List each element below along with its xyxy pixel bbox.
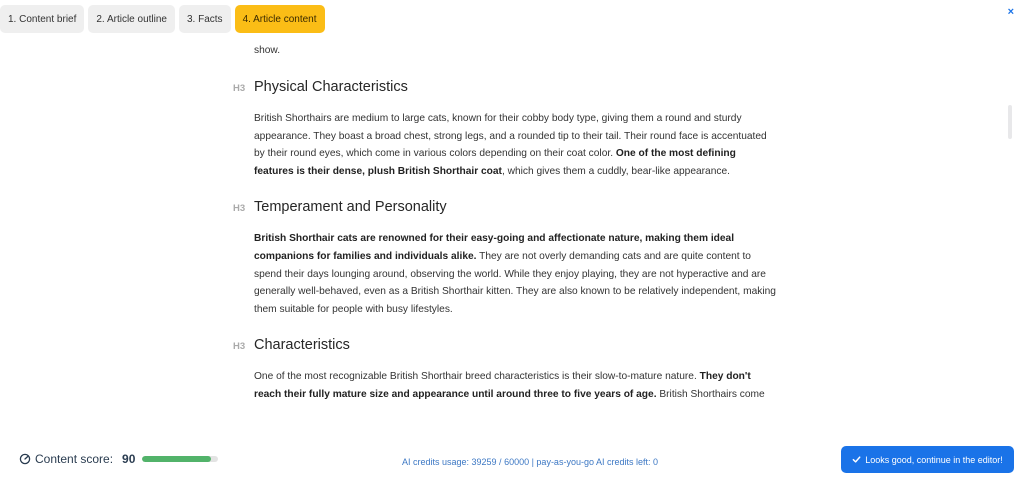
section-title[interactable]: Temperament and Personality <box>254 199 447 216</box>
tab-content-brief[interactable]: 1. Content brief <box>0 5 84 33</box>
scrollbar-thumb[interactable] <box>1008 105 1012 139</box>
section-title[interactable]: Physical Characteristics <box>254 79 408 95</box>
ai-credits-usage: AI credits usage: 39259 / 60000 | pay-as-you-go AI credits left: 0 <box>402 457 658 467</box>
article-section <box>233 337 778 403</box>
content-score <box>19 452 218 466</box>
continue-in-editor-button[interactable] <box>841 446 1014 473</box>
gauge-icon <box>19 453 31 465</box>
section-heading <box>233 199 778 223</box>
content-fade <box>0 415 1024 443</box>
heading-level-tag: H3 <box>233 341 246 353</box>
content-score-bar <box>142 456 218 462</box>
section-paragraph[interactable]: British Shorthairs are medium to large cats, known for their cobby body type, giving them a round and sturdy appearance. They boast a broad chest, strong legs, and a rounded tip to their tail. Their round face is accentuated by their round eyes, which come in various colors depending on their coat color. One of the most defining features is their dense, plush British Shorthair coat, which gives them a cuddly, bear-like appearance. <box>254 113 767 177</box>
tab-article-outline[interactable]: 2. Article outline <box>88 5 175 33</box>
tab-facts[interactable]: 3. Facts <box>179 5 231 33</box>
content-score-label: Content score: <box>35 452 114 466</box>
check-icon <box>852 455 861 464</box>
continue-in-editor-label: Looks good, continue in the editor! <box>865 454 1003 465</box>
article-section <box>233 79 778 180</box>
section-paragraph[interactable]: One of the most recognizable British Shorthair breed characteristics is their slow-to-mature nature. They don't reach their fully mature size and appearance until around three to five years of age. British Shorthairs come <box>254 371 765 400</box>
content-score-bar-fill <box>142 456 210 462</box>
step-tabs <box>0 5 325 33</box>
section-heading <box>233 337 778 361</box>
article-lead-text: show. <box>254 45 281 56</box>
article-content <box>233 42 778 404</box>
heading-level-tag: H3 <box>233 203 246 215</box>
close-icon[interactable]: × <box>1007 6 1014 18</box>
article-section <box>233 199 778 318</box>
content-score-value: 90 <box>122 452 136 466</box>
tab-article-content[interactable]: 4. Article content <box>235 5 325 33</box>
section-paragraph[interactable]: British Shorthair cats are renowned for their easy-going and affectionate nature, making them ideal companions for families and individuals alike. They are not overly demanding cats and are quite content to spend their days lounging around, observing the world. While they enjoy playing, they are not hyperactive and are generally well-behaved, even as a British Shorthair kitten. They are also known to be relatively independent, making them suitable for people with busy lifestyles. <box>254 233 776 315</box>
heading-level-tag: H3 <box>233 83 246 94</box>
section-title[interactable]: Characteristics <box>254 337 350 354</box>
section-heading <box>233 79 778 103</box>
